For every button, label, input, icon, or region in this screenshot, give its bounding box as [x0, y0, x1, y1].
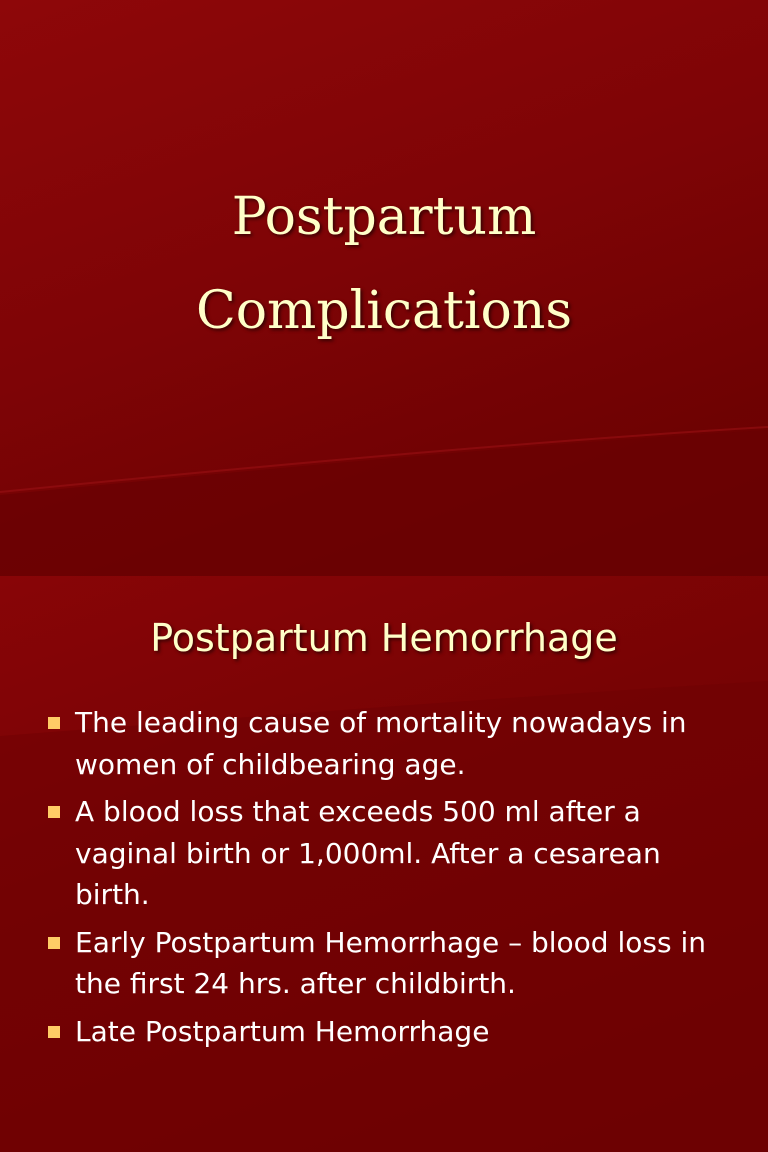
bullet-list — [45, 702, 735, 1058]
bullet-text: Late Postpartum Hemorrhage — [75, 1014, 490, 1048]
content-slide-heading: Postpartum Hemorrhage — [150, 616, 618, 660]
bullet-text: A blood loss that exceeds 500 ml after a vaginal birth or 1,000ml. After a cesarean birth. — [75, 795, 661, 911]
square-bullet-icon — [48, 937, 60, 949]
bullet-item — [45, 702, 735, 785]
bullet-text: The leading cause of mortality nowadays in women of childbearing age. — [75, 706, 687, 781]
content-slide — [0, 576, 768, 1152]
title-line-2: Complications — [195, 281, 573, 341]
square-bullet-icon — [48, 1026, 60, 1038]
square-bullet-icon — [48, 806, 60, 818]
square-bullet-icon — [48, 717, 60, 729]
title-slide-heading — [0, 170, 768, 358]
bullet-text: Early Postpartum Hemorrhage – blood loss in the first 24 hrs. after childbirth. — [75, 925, 706, 1000]
bullet-item — [45, 791, 735, 916]
title-line-1: Postpartum — [231, 187, 537, 247]
bullet-item — [45, 1011, 735, 1053]
bullet-item — [45, 922, 735, 1005]
